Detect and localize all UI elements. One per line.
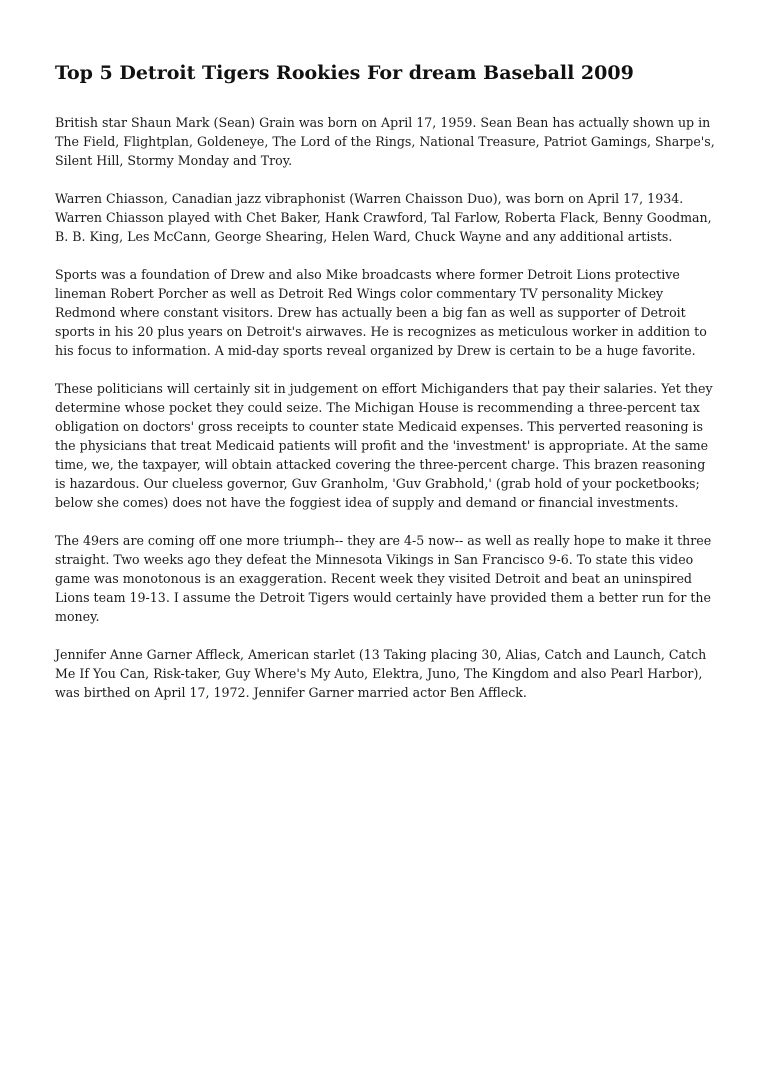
paragraph-sean-bean: British star Shaun Mark (Sean) Grain was born on April 17, 1959. Sean Bean has actually shown up in The Field, Flightplan, Goldeneye, The Lord of the Rings, National Treasure, Patriot Gamings, Sharpe's, Silent Hill, Stormy Monday and Troy.: [55, 115, 715, 168]
paragraph-warren-chiasson: Warren Chiasson, Canadian jazz vibraphonist (Warren Chaisson Duo), was born on April 17, 1934. Warren Chiasson played with Chet Baker, Hank Crawford, Tal Farlow, Roberta Flack, Benny Goodman, B. B. King, Les McCann, George Shearing, Helen Ward, Chuck Wayne and any additional artists.: [55, 191, 712, 244]
document-page: [55, 58, 715, 721]
paragraph-jennifer-garner: Jennifer Anne Garner Affleck, American starlet (13 Taking placing 30, Alias, Catch and Launch, Catch Me If You Can, Risk-taker, Guy Where's My Auto, Elektra, Juno, The Kingdom and also Pearl Harbor), was birthed on April 17, 1972. Jennifer Garner married actor Ben Affleck.: [55, 647, 707, 700]
paragraph-49ers: The 49ers are coming off one more triumph-- they are 4-5 now-- as well as really hope to make it three straight. Two weeks ago they defeat the Minnesota Vikings in San Francisco 9-6. To state this video game was monotonous is an exaggeration. Recent week they visited Detroit and beat an uninspired Lions team 19-13. I assume the Detroit Tigers would certainly have provided them a better run for the money.: [55, 533, 712, 624]
paragraph-drew-sports: Sports was a foundation of Drew and also Mike broadcasts where former Detroit Lions protective lineman Robert Porcher as well as Detroit Red Wings color commentary TV personality Mickey Redmond where constant visitors. Drew has actually been a big fan as well as supporter of Detroit sports in his 20 plus years on Detroit's airwaves. He is recognizes as meticulous worker in addition to his focus to information. A mid-day sports reveal organized by Drew is certain to be a huge favorite.: [55, 267, 707, 358]
document-title: Top 5 Detroit Tigers Rookies For dream Baseball 2009: [55, 62, 634, 84]
paragraph-politicians: These politicians will certainly sit in judgement on effort Michiganders that pay their salaries. Yet they determine whose pocket they could seize. The Michigan House is recommending a three-percent tax obligation on doctors' gross receipts to counter state Medicaid expenses. This perverted reasoning is the physicians that treat Medicaid patients will profit and the 'investment' is appropriate. At the same time, we, the taxpayer, will obtain attacked covering the three-percent charge. This brazen reasoning is hazardous. Our clueless governor, Guv Granholm, 'Guv Grabhold,' (grab hold of your pocketbooks; below she comes) does not have the foggiest idea of supply and demand or financial investments.: [55, 381, 713, 510]
